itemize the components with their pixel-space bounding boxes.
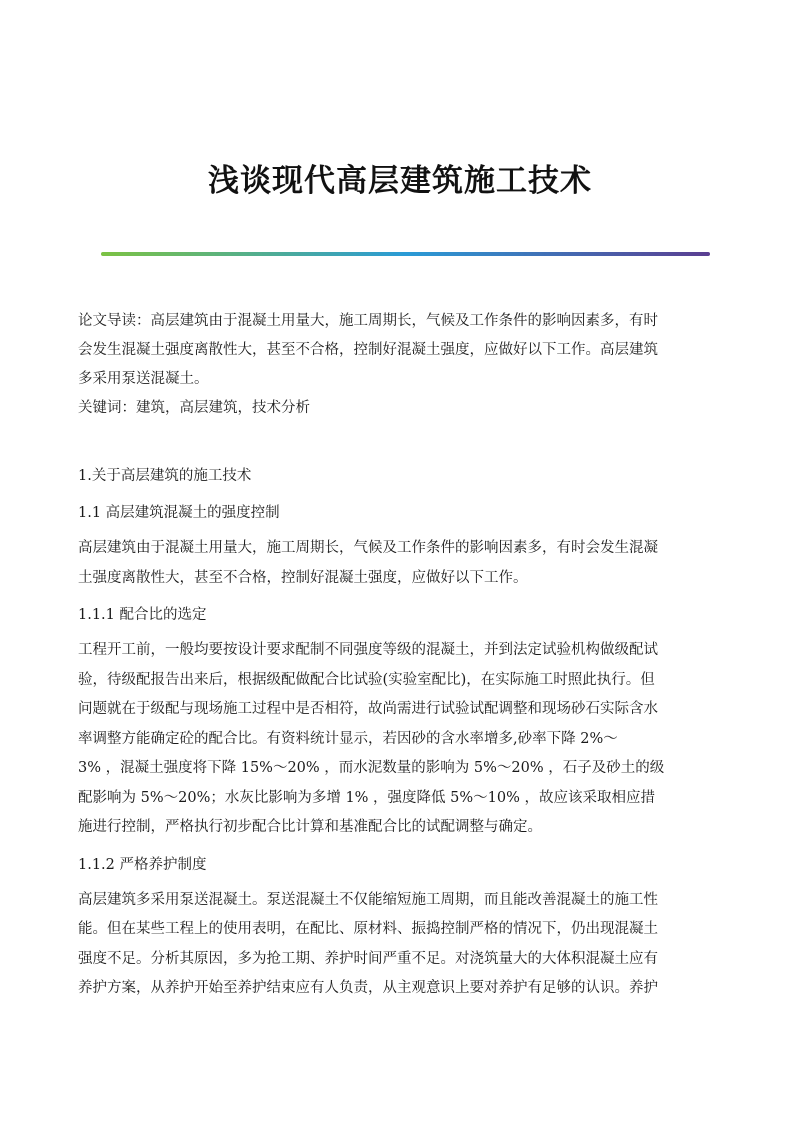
- paragraph-line: 配影响为 5%～20%；水灰比影响为多增 1% ，强度降低 5%～10% ，故应该采取相应措: [78, 789, 656, 806]
- section-heading-1-1: 1.1 高层建筑混凝土的强度控制: [78, 505, 280, 521]
- section-heading-1: 1.关于高层建筑的施工技术: [78, 468, 252, 484]
- paragraph-line: 能。但在某些工程上的使用表明，在配比、原材料、振捣控制严格的情况下，仍出现混凝土: [78, 921, 658, 937]
- paragraph-strength-control: [78, 534, 722, 593]
- section-heading-1-1-1: 1.1.1 配合比的选定: [78, 607, 207, 623]
- abstract-paragraph: [78, 307, 722, 394]
- document-title: 浅谈现代高层建筑施工技术: [208, 163, 592, 199]
- paragraph-line: 强度不足。分析其原因，多为抢工期、养护时间严重不足。对浇筑量大的大体积混凝土应有: [78, 950, 658, 967]
- abstract: [78, 307, 722, 394]
- abstract-line: 会发生混凝土强度离散性大，甚至不合格，控制好混凝土强度，应做好以下工作。高层建筑: [78, 342, 658, 358]
- paragraph-line: 率调整方能确定砼的配合比。有资料统计显示，若因砂的含水率增多,砂率下降 2%～: [78, 730, 618, 747]
- paragraph-line: 工程开工前，一般均要按设计要求配制不同强度等级的混凝土，并到法定试验机构做级配试: [78, 642, 658, 658]
- paragraph-line: 3% ，混凝土强度将下降 15%～20% ，而水泥数量的影响为 5%～20% ，石子及砂土的级: [78, 760, 665, 776]
- paragraph-curing: [78, 886, 722, 1004]
- paragraph-line: 施进行控制，严格执行初步配合比计算和基准配合比的试配调整与确定。: [78, 819, 542, 835]
- title-divider: [101, 252, 710, 256]
- keywords: 关键词：建筑，高层建筑，技术分析: [78, 400, 310, 416]
- paragraph-line: 高层建筑由于混凝土用量大，施工周期长，气候及工作条件的影响因素多，有时会发生混凝: [78, 540, 658, 556]
- abstract-line: 多采用泵送混凝土。: [78, 371, 209, 387]
- document-body: [78, 307, 722, 1004]
- paragraph-line: 养护方案，从养护开始至养护结束应有人负责，从主观意识上要对养护有足够的认识。养护: [78, 980, 658, 996]
- abstract-line: 论文导读：高层建筑由于混凝土用量大，施工周期长，气候及工作条件的影响因素多，有时: [78, 313, 658, 329]
- paragraph-line: 高层建筑多采用泵送混凝土。泵送混凝土不仅能缩短施工周期，而且能改善混凝土的施工性: [78, 891, 658, 908]
- paragraph-mix-ratio: [78, 636, 722, 843]
- paragraph-line: 验，待级配报告出来后，根据级配做配合比试验(实验室配比)，在实际施工时照此执行。但: [78, 671, 655, 688]
- paragraph-line: 土强度离散性大，甚至不合格，控制好混凝土强度，应做好以下工作。: [78, 569, 528, 586]
- section-heading-1-1-2: 1.1.2 严格养护制度: [78, 856, 207, 873]
- paragraph-line: 问题就在于级配与现场施工过程中是否相符，故尚需进行试验试配调整和现场砂石实际含水: [78, 701, 658, 717]
